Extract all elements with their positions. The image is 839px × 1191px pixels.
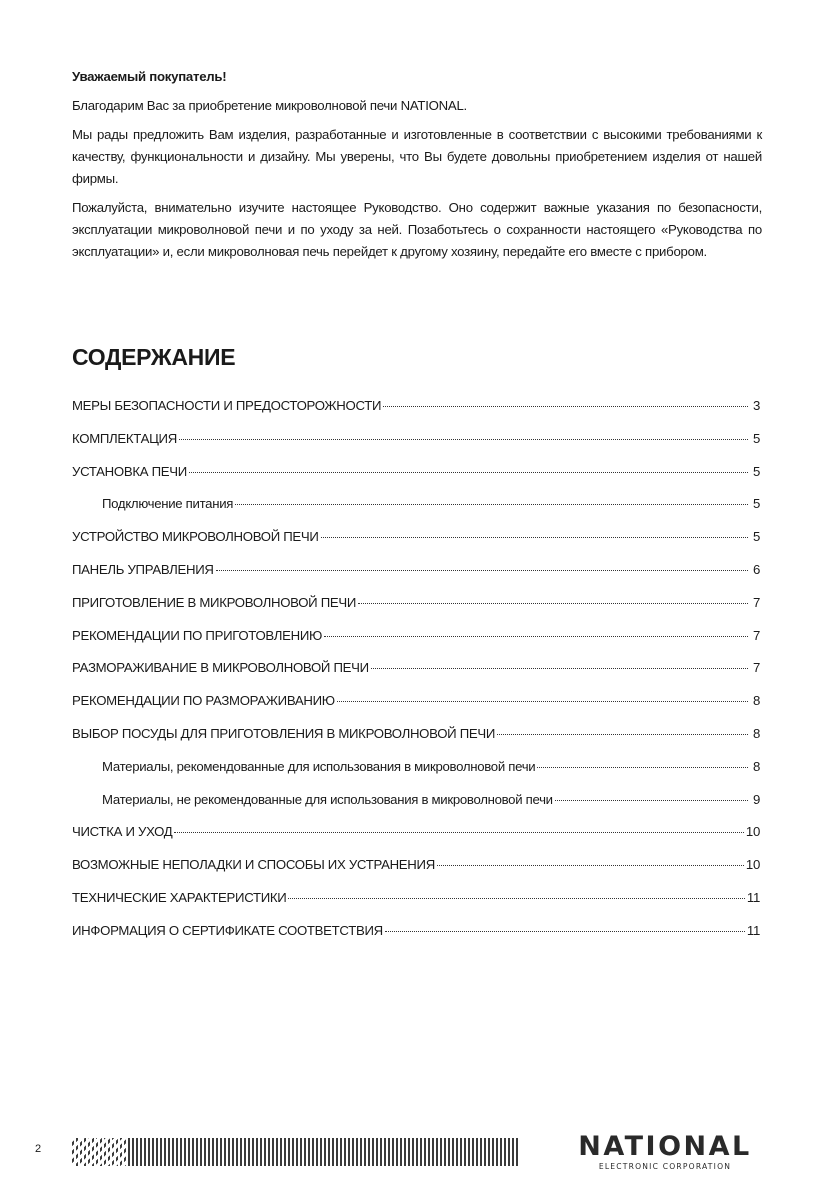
- intro-section: [72, 66, 762, 270]
- toc-entry-page: 8: [752, 725, 760, 741]
- toc-entry-page: 5: [752, 496, 760, 512]
- toc-entry[interactable]: [72, 726, 760, 759]
- toc-entry[interactable]: [72, 431, 760, 464]
- toc-entry-label: РЕКОМЕНДАЦИИ ПО РАЗМОРАЖИВАНИЮ: [72, 693, 335, 709]
- toc-entry-page: 5: [752, 430, 760, 446]
- toc-leader: [497, 733, 748, 735]
- toc-entry-label: ЧИСТКА И УХОД: [72, 824, 173, 840]
- toc-leader: [383, 405, 748, 407]
- toc-entry[interactable]: [72, 529, 760, 562]
- toc-leader: [537, 766, 748, 768]
- toc-entry-label: ПАНЕЛЬ УПРАВЛЕНИЯ: [72, 561, 214, 577]
- toc-entry-page: 11: [746, 889, 760, 905]
- toc-entry-label: Материалы, не рекомендованные для использования в микроволновой печи: [102, 791, 553, 807]
- toc-subentry[interactable]: [72, 496, 760, 529]
- toc-entry-label: ТЕХНИЧЕСКИЕ ХАРАКТЕРИСТИКИ: [72, 889, 287, 905]
- toc-entry-page: 8: [752, 758, 760, 774]
- toc-entry-page: 5: [752, 463, 760, 479]
- toc-entry[interactable]: [72, 595, 760, 628]
- toc-leader: [555, 799, 748, 801]
- toc-entry-label: УСТРОЙСТВО МИКРОВОЛНОВОЙ ПЕЧИ: [72, 529, 319, 545]
- toc-entry[interactable]: [72, 464, 760, 497]
- toc-entry-label: Подключение питания: [102, 496, 234, 512]
- toc-leader: [371, 667, 748, 669]
- pattern-fade: [72, 1138, 128, 1166]
- toc-entry-label: МЕРЫ БЕЗОПАСНОСТИ И ПРЕДОСТОРОЖНОСТИ: [72, 398, 382, 413]
- toc-leader: [437, 864, 744, 866]
- brand-logo: [562, 1133, 768, 1171]
- toc-leader: [174, 831, 743, 833]
- toc-entry-page: 7: [752, 627, 760, 643]
- toc-subentry[interactable]: [72, 792, 760, 825]
- toc-entry-page: 9: [752, 791, 760, 807]
- toc-leader: [385, 930, 745, 932]
- decorative-pattern: [72, 1138, 520, 1166]
- toc-entry-label: ВЫБОР ПОСУДЫ ДЛЯ ПРИГОТОВЛЕНИЯ В МИКРОВОЛНОВОЙ ПЕЧИ: [72, 725, 496, 741]
- toc-entry-page: 6: [752, 561, 760, 577]
- toc-entry-label: РАЗМОРАЖИВАНИЕ В МИКРОВОЛНОВОЙ ПЕЧИ: [72, 660, 369, 676]
- intro-paragraph: Пожалуйста, внимательно изучите настоящее Руководство. Оно содержит важные указания по безопасности, эксплуатации микроволновой печи и по уходу за ней. Позаботьтесь о сохранности настоящего «Руководства по эксплуатации» и, если микроволновая печь перейдет к другому хозяину, передайте его вместе с прибором.: [72, 200, 762, 259]
- greeting-heading: Уважаемый покупатель!: [72, 69, 227, 84]
- toc-entry[interactable]: [72, 562, 760, 595]
- toc-leader: [179, 438, 748, 440]
- toc-entry[interactable]: [72, 923, 760, 956]
- toc-subentry[interactable]: [72, 759, 760, 792]
- toc-leader: [216, 569, 748, 571]
- page-number: 2: [35, 1143, 42, 1155]
- toc-entry-label: КОМПЛЕКТАЦИЯ: [72, 430, 177, 446]
- toc-entry-page: 7: [752, 660, 760, 676]
- toc-entry-page: 8: [752, 693, 760, 709]
- toc-entry[interactable]: [72, 628, 760, 661]
- toc-entry[interactable]: [72, 890, 760, 923]
- toc-entry-label: ПРИГОТОВЛЕНИЕ В МИКРОВОЛНОВОЙ ПЕЧИ: [72, 594, 357, 610]
- toc-entry-page: 10: [745, 824, 760, 840]
- toc-entry[interactable]: [72, 398, 760, 431]
- toc-entry-page: 7: [752, 594, 760, 610]
- toc-entry-page: 11: [746, 922, 760, 938]
- toc-leader: [324, 635, 748, 637]
- toc-entry[interactable]: [72, 824, 760, 857]
- toc-leader: [288, 897, 744, 899]
- toc-entry-label: РЕКОМЕНДАЦИИ ПО ПРИГОТОВЛЕНИЮ: [72, 627, 323, 643]
- toc-entry[interactable]: [72, 857, 760, 890]
- toc-leader: [235, 503, 748, 505]
- toc-entry-label: УСТАНОВКА ПЕЧИ: [72, 463, 187, 479]
- toc-entry-label: ВОЗМОЖНЫЕ НЕПОЛАДКИ И СПОСОБЫ ИХ УСТРАНЕНИЯ: [72, 857, 435, 873]
- toc-leader: [337, 700, 748, 702]
- toc-entry[interactable]: [72, 660, 760, 693]
- toc-entry-page: 5: [752, 529, 760, 545]
- toc-entry-label: ИНФОРМАЦИЯ О СЕРТИФИКАТЕ СООТВЕТСТВИЯ: [72, 922, 383, 938]
- toc-entry-label: Материалы, рекомендованные для использования в микроволновой печи: [102, 758, 536, 774]
- toc-title: СОДЕРЖАНИЕ: [72, 344, 236, 370]
- intro-paragraph: Мы рады предложить Вам изделия, разработанные и изготовленные в соответствии с высокими требованиями к качеству, функциональности и дизайну. Мы уверены, что Вы будете довольны приобретением изделия от нашей фирмы.: [72, 127, 762, 186]
- toc-entry-page: 10: [745, 857, 760, 873]
- toc-leader: [358, 602, 748, 604]
- toc-entry[interactable]: [72, 693, 760, 726]
- table-of-contents: [72, 398, 760, 956]
- logo-tagline: ELECTRONIC CORPORATION: [598, 1162, 732, 1171]
- intro-paragraph: Благодарим Вас за приобретение микроволновой печи NATIONAL.: [72, 98, 467, 113]
- toc-leader: [189, 471, 748, 473]
- toc-leader: [321, 536, 748, 538]
- logo-wordmark: NATIONAL: [578, 1131, 752, 1162]
- toc-entry-page: 3: [752, 398, 760, 413]
